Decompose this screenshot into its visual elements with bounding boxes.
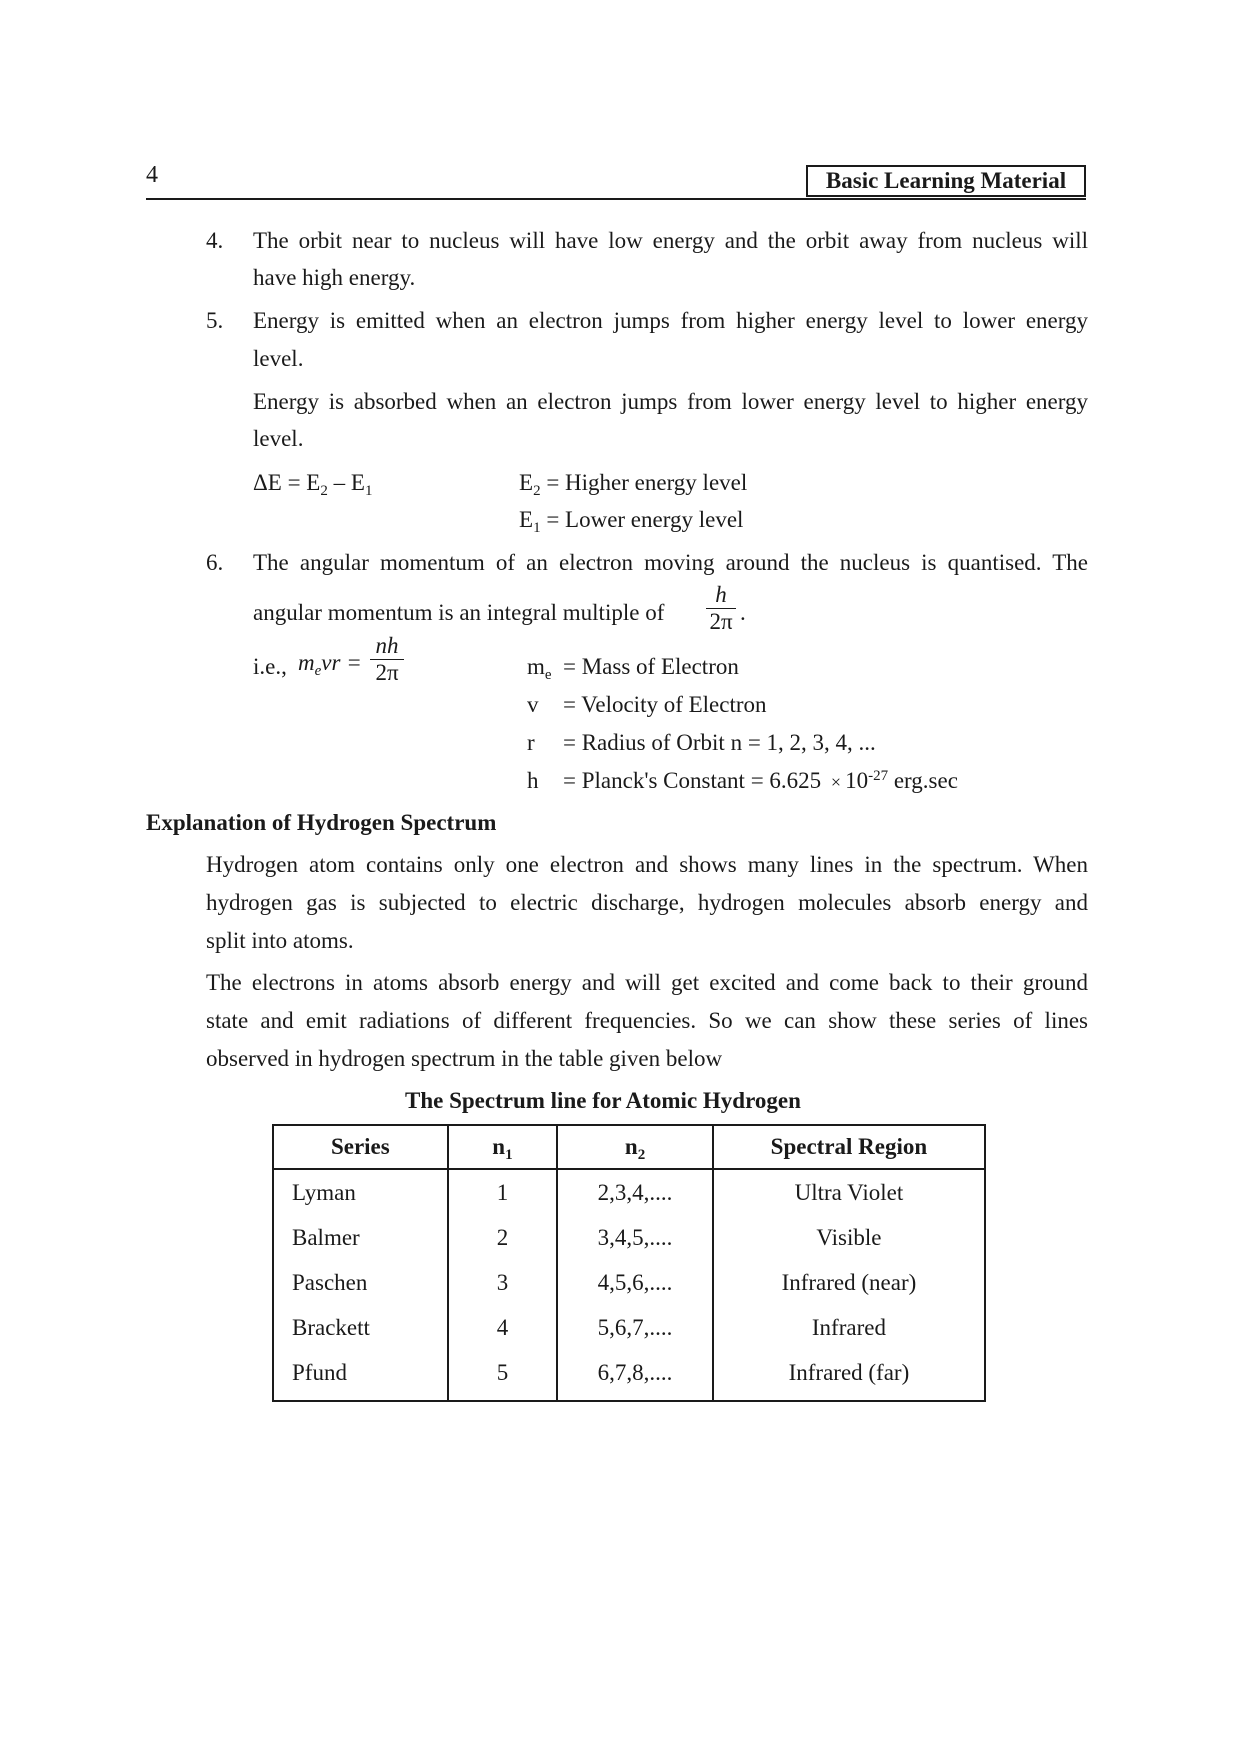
power-exponent: -27 [868,768,889,784]
delta-e-sub-1: 1 [364,483,373,499]
def-radius-text: = Radius of Orbit n = 1, 2, 3, 4, ... [563,730,876,755]
para-1-line-3: split into atoms. [206,928,354,953]
delta-e-equation [253,470,373,499]
point-number-5: 5. [206,308,224,333]
ie-label: i.e., [253,654,287,679]
point-4-line-2: have high energy. [253,265,416,290]
header-n2-sub: 2 [637,1147,646,1163]
fraction-nh-denominator: 2π [375,660,399,685]
def-mass-sub: e [544,667,552,683]
planck-unit: erg.sec [893,768,958,793]
cell-region: Infrared (far) [788,1359,910,1385]
def-e2 [519,470,748,499]
def-mass-symbol: m [527,654,545,679]
header-n1 [448,1125,558,1169]
para-2-line-3: observed in hydrogen spectrum in the table given below [206,1046,723,1071]
def-e1-text: = Lower energy level [540,507,744,532]
power-base: 10 [845,768,869,793]
point-5-line-4: level. [253,426,304,451]
table-row [273,1215,985,1260]
fraction-h-over-2pi [706,582,736,635]
table-row [273,1169,985,1215]
delta-e-sub-2: 2 [320,483,328,499]
fraction-nh-numerator: nh [375,633,399,658]
para-1-line-1: Hydrogen atom contains only one electron and shows many lines in the spectrum. When [206,852,1088,877]
angular-momentum-lhs [298,650,362,679]
point-number-6: 6. [206,550,224,575]
header-series: Series [273,1125,448,1169]
section-heading: Explanation of Hydrogen Spectrum [146,810,497,835]
cell-series: Brackett [273,1305,448,1350]
spectrum-table [272,1124,986,1402]
para-1-line-2: hydrogen gas is subjected to electric discharge, hydrogen molecules absorb energy and [206,890,1088,915]
cell-n2: 6,7,8,.... [557,1350,713,1401]
point-6-line-2: angular momentum is an integral multiple of [253,600,665,625]
def-planck-symbol: h [527,768,539,793]
cell-n1: 1 [448,1169,558,1215]
cell-region: Infrared [811,1314,886,1340]
def-radius-symbol: r [527,730,535,755]
delta-e-lhs: ΔE = E [253,470,321,495]
cell-n2: 4,5,6,.... [557,1260,713,1305]
def-e1 [519,507,744,536]
cell-region: Infrared (near) [781,1269,917,1295]
fraction-nh-over-2pi [370,633,404,686]
fraction-denominator: 2π [709,609,733,634]
point-number-4: 4. [206,228,224,253]
table-header-row [273,1125,985,1169]
cell-series: Pfund [273,1350,448,1401]
cell-n2: 3,4,5,.... [557,1215,713,1260]
cell-series: Lyman [273,1169,448,1215]
page-number: 4 [146,162,158,188]
point-5-line-3: Energy is absorbed when an electron jumps from lower energy level to higher energy [253,389,1088,414]
header-n2-letter: n [624,1134,638,1159]
table-row [273,1350,985,1401]
cell-n1: 2 [448,1215,558,1260]
def-e1-symbol: E [519,507,534,532]
para-2-line-1: The electrons in atoms absorb energy and will get excited and come back to their ground [206,970,1088,995]
def-e1-sub: 1 [533,520,541,536]
header-n1-letter: n [492,1134,506,1159]
point-5-line-1: Energy is emitted when an electron jumps from higher energy level to lower energy [253,308,1088,333]
header-rule [146,198,1086,200]
fraction-numerator: h [715,582,727,607]
def-mass [527,654,552,683]
def-planck [563,768,958,794]
cell-series: Paschen [273,1260,448,1305]
def-mass-text: = Mass of Electron [563,654,739,679]
lhs-m: m [298,650,315,675]
cell-n1: 5 [448,1350,558,1401]
header-n2 [557,1125,713,1169]
cell-region: Visible [816,1224,882,1250]
def-e2-symbol: E [519,470,534,495]
point-6-line-1: The angular momentum of an electron moving around the nucleus is quantised. The [253,550,1088,575]
def-planck-text: = Planck's Constant = 6.625 [563,768,822,793]
running-header-title: Basic Learning Material [806,165,1086,197]
para-2-line-2: state and emit radiations of different frequencies. So we can show these series of lines [206,1008,1088,1033]
def-e2-sub: 2 [533,483,541,499]
point-4-line-1: The orbit near to nucleus will have low energy and the orbit away from nucleus will [253,228,1088,253]
def-velocity-text: = Velocity of Electron [563,692,767,717]
header-region: Spectral Region [713,1125,985,1169]
table-row [273,1260,985,1305]
def-e2-text: = Higher energy level [540,470,748,495]
lhs-vr: vr = [321,650,362,675]
delta-e-minus: – E [327,470,365,495]
cell-region: Ultra Violet [794,1179,904,1205]
point-5-line-2: level. [253,346,304,371]
cell-n1: 4 [448,1305,558,1350]
cell-n2: 5,6,7,.... [557,1305,713,1350]
def-velocity-symbol: v [527,692,539,717]
header-n1-sub: 1 [505,1147,513,1163]
cell-n2: 2,3,4,.... [557,1169,713,1215]
fraction-period: . [740,600,746,625]
table-row [273,1305,985,1350]
cell-n1: 3 [448,1260,558,1305]
table-caption: The Spectrum line for Atomic Hydrogen [405,1088,801,1113]
lhs-sub-e: e [314,663,322,679]
times-sign: × [830,772,842,792]
cell-series: Balmer [273,1215,448,1260]
